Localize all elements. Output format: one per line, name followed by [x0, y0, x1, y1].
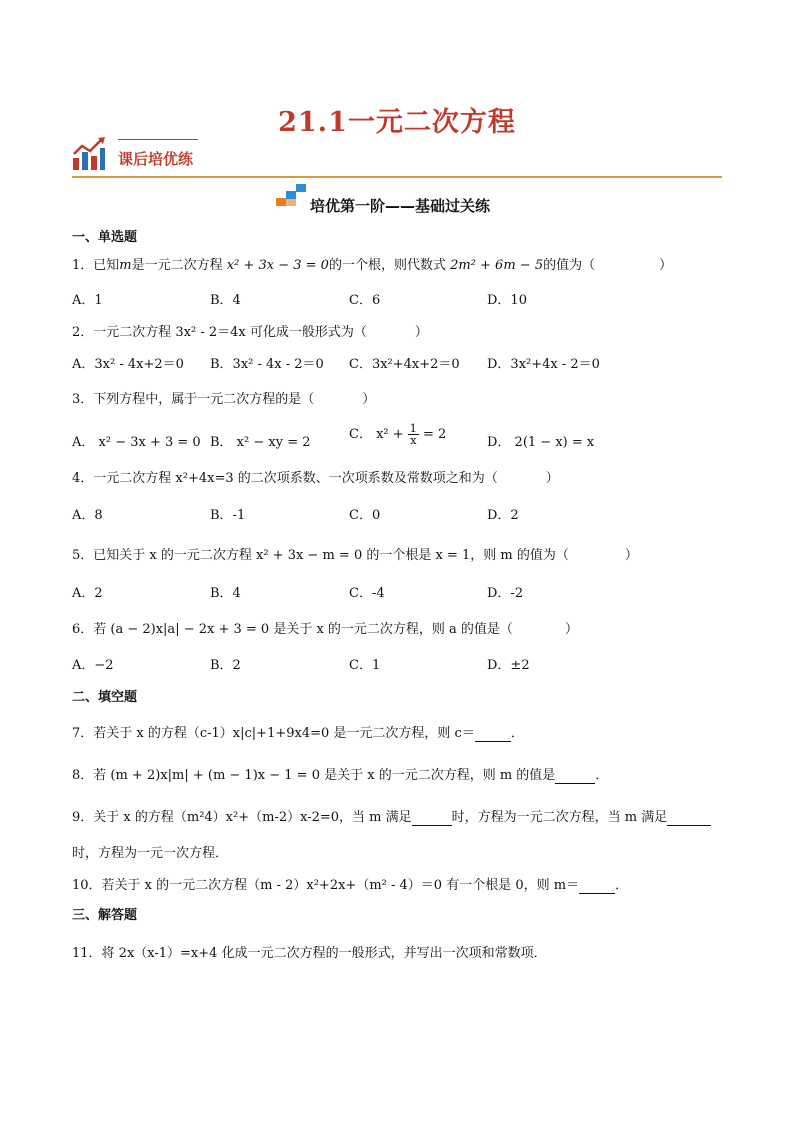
q5-option-b[interactable]: B．4 [210, 586, 241, 601]
question-8: 8．若 (m + 2)x|m| + (m − 1)x − 1 = 0 是关于 x 的一元二次方程，则 m 的值是 ． [72, 768, 609, 783]
question-7: 7．若关于 x 的方程（c-1）x|c|+1+9x4=0 是一元二次方程，则 c＝ ． [72, 726, 524, 741]
question-9-line-2: 时，方程为一元一次方程． [72, 846, 229, 861]
question-9: 9．关于 x 的方程（m²4）x²+（m-2）x-2=0，当 m 满足 时，方程为一元二次方程，当 m 满足 [72, 806, 711, 826]
section-label: 课后培优练 [118, 150, 194, 168]
question-5: 5．已知关于 x 的一元二次方程 x² + 3x − m = 0 的一个根是 x = 1，则 m 的值为（ ） [72, 548, 638, 563]
answer-blank[interactable] [579, 878, 615, 894]
q1-option-b[interactable]: B．4 [210, 293, 241, 308]
q6-option-c[interactable]: C．1 [349, 658, 381, 673]
q5-option-d[interactable]: D．-2 [487, 586, 524, 601]
question-3: 3．下列方程中，属于一元二次方程的是（ ） [72, 392, 376, 407]
q3-option-d[interactable]: D． 2(1 − x) = x [487, 435, 595, 450]
question-6: 6．若 (a − 2)x|a| − 2x + 3 = 0 是关于 x 的一元二次方程，则 a 的值是（ ） [72, 622, 578, 637]
fraction: $\frac{1}{x}$ [409, 422, 417, 447]
sub-title: 培优第一阶——基础过关练 [310, 197, 491, 215]
q2-option-a[interactable]: A．3x² - 4x+2＝0 [72, 357, 184, 372]
question-1: 1．已知m是一元二次方程 x² + 3x − 3 = 0的一个根，则代数式 2m² + 6m − 5的值为（ ） [72, 258, 673, 273]
q3-option-c[interactable]: C． x² + $\frac{1}{x}$ = 2 [349, 422, 447, 447]
q3-option-b[interactable]: B． x² − xy = 2 [210, 435, 311, 450]
heading-solve: 三、解答题 [72, 908, 138, 923]
heading-fill-blank: 二、填空题 [72, 690, 138, 705]
q4-option-b[interactable]: B．-1 [210, 508, 246, 523]
q2-option-c[interactable]: C．3x²+4x+2＝0 [349, 357, 460, 372]
q5-option-c[interactable]: C．-4 [349, 586, 385, 601]
question-4: 4．一元二次方程 x²+4x=3 的二次项系数、一次项系数及常数项之和为（ ） [72, 471, 559, 486]
q3-option-a[interactable]: A． x² − 3x + 3 = 0 [72, 435, 201, 450]
q2-option-d[interactable]: D．3x²+4x - 2＝0 [487, 357, 600, 372]
q4-option-d[interactable]: D．2 [487, 508, 519, 523]
page-title: 21.1一元二次方程 [278, 107, 516, 138]
header-divider [72, 176, 722, 178]
q2-option-b[interactable]: B．3x² - 4x - 2＝0 [210, 357, 324, 372]
stairs-icon [276, 184, 306, 206]
q4-option-c[interactable]: C．0 [349, 508, 381, 523]
heading-single-choice: 一、单选题 [72, 230, 138, 245]
q1-option-a[interactable]: A．1 [72, 293, 103, 308]
answer-blank[interactable] [667, 810, 711, 826]
question-2: 2．一元二次方程 3x² - 2＝4x 可化成一般形式为（ ） [72, 325, 428, 340]
answer-blank[interactable] [555, 768, 595, 784]
q1-option-d[interactable]: D．10 [487, 293, 527, 308]
q6-option-b[interactable]: B．2 [210, 658, 241, 673]
q4-option-a[interactable]: A．8 [72, 508, 103, 523]
q6-option-a[interactable]: A．−2 [72, 658, 114, 673]
q1-option-c[interactable]: C．6 [349, 293, 381, 308]
q5-option-a[interactable]: A．2 [72, 586, 103, 601]
answer-blank[interactable] [475, 726, 511, 742]
q6-option-d[interactable]: D．±2 [487, 658, 530, 673]
answer-blank[interactable] [412, 810, 452, 826]
question-10: 10．若关于 x 的一元二次方程（m - 2）x²+2x+（m² - 4）＝0 有一个根是 0，则 m＝ ． [72, 878, 629, 893]
brand-underline [118, 139, 198, 140]
chart-arrow-icon [72, 136, 106, 172]
question-11: 11．将 2x（x-1）=x+4 化成一元二次方程的一般形式，并写出一次项和常数项． [72, 946, 547, 961]
